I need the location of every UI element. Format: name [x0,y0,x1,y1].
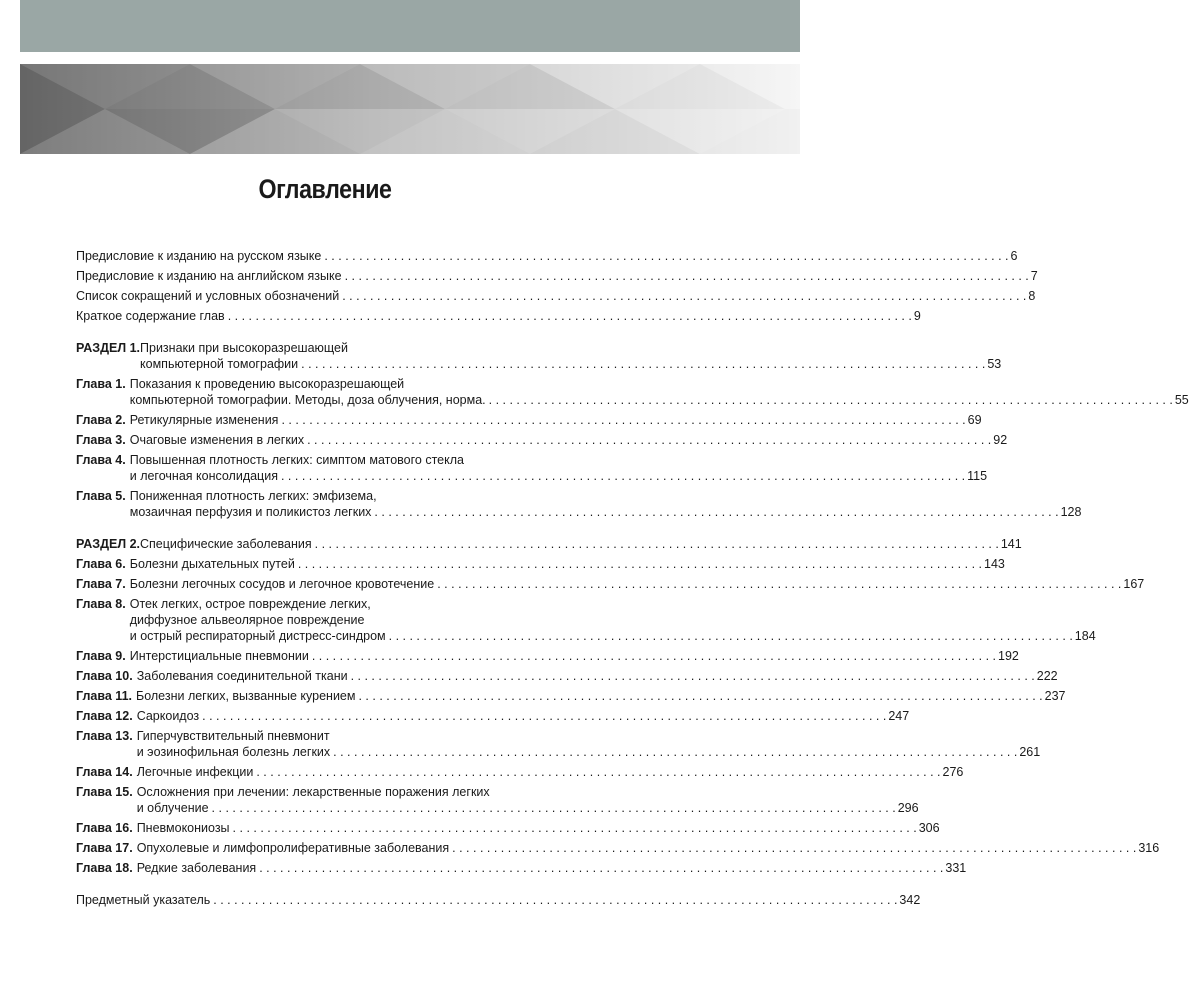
toc-entry-page: 69 [967,413,982,427]
chapter-prefix: Глава 17. [76,841,133,855]
decorative-banner [20,64,800,154]
toc-entry-label: Краткое содержание глав [76,309,225,323]
toc-chapter-12[interactable]: Глава 12. Саркоидоз . . . 247 [76,708,556,724]
section-prefix: РАЗДЕЛ 2. [76,537,141,551]
section-prefix: РАЗДЕЛ 1. [76,341,141,355]
toc-chapter-14[interactable]: Глава 14. Легочные инфекции . . . 276 [76,764,556,780]
chapter-prefix: Глава 18. [76,861,133,875]
toc-entry-page: 237 [1044,689,1066,703]
toc-entry-page: 331 [945,861,967,875]
toc-entry-page: 192 [998,649,1019,663]
toc-chapter-5[interactable]: Глава 5. Пониженная плотность легких: эмфизема, мозаичная перфузия и поликистоз легких . . . 128 [76,488,556,520]
toc-chapter-17[interactable]: Глава 17. Опухолевые и лимфопролиферативные заболевания . . . 316 [76,840,556,856]
table-of-contents [76,248,1189,912]
chapter-prefix: Глава 16. [76,821,133,835]
toc-chapter-11[interactable]: Глава 11. Болезни легких, вызванные курением . . . 237 [76,688,556,704]
header-band [20,0,800,52]
toc-entry-label: Предметный указатель [76,893,211,907]
chapter-prefix: Глава 5. [76,489,126,503]
toc-chapter-7[interactable]: Глава 7. Болезни легочных сосудов и легочное кровотечение . . . 167 [76,576,556,592]
toc-section-1[interactable] [76,340,1002,372]
toc-entry-page: 55 [1174,393,1189,407]
chapter-prefix: Глава 13. [76,729,133,743]
toc-entry-page: 342 [899,893,921,907]
toc-entry-page: 8 [1028,289,1036,303]
chapter-prefix: Глава 8. [76,597,126,611]
toc-entry-label: Предисловие к изданию на английском языке [76,269,342,283]
chapter-prefix: Глава 3. [76,433,126,447]
toc-chapter-15[interactable]: Глава 15. Осложнения при лечении: лекарственные поражения легких и облучение . . . 296 [76,784,556,816]
toc-entry-summary[interactable] [76,308,921,324]
toc-entry-page: 141 [1000,537,1022,551]
toc-chapter-16[interactable]: Глава 16. Пневмокониозы . . . 306 [76,820,556,836]
toc-chapter-9[interactable]: Глава 9. Интерстициальные пневмонии . . . 192 [76,648,556,664]
toc-section-2[interactable] [76,536,1022,552]
chapter-prefix: Глава 11. [76,689,132,703]
toc-entry-page: 261 [1019,745,1041,759]
toc-chapter-2[interactable]: Глава 2. Ретикулярные изменения . . . 69 [76,412,556,428]
toc-entry-page: 6 [1010,249,1018,263]
page-title: Оглавление [258,174,392,204]
chapter-prefix: Глава 7. [76,577,126,591]
toc-entry-page: 247 [888,709,910,723]
chapter-prefix: Глава 14. [76,765,133,779]
toc-entry-label: Предисловие к изданию на русском языке [76,249,322,263]
toc-entry-page: 184 [1074,629,1096,643]
chapter-prefix: Глава 15. [76,785,133,799]
toc-entry-page: 53 [987,357,1002,371]
toc-chapter-3[interactable]: Глава 3. Очаговые изменения в легких . . . 92 [76,432,556,448]
toc-entry-page: 115 [967,469,988,483]
chapter-prefix: Глава 9. [76,649,126,663]
chapter-prefix: Глава 10. [76,669,133,683]
toc-entry-page: 222 [1036,669,1058,683]
section-title-line: компьютерной томографии [140,357,299,371]
chapter-prefix: Глава 12. [76,709,133,723]
toc-entry-preface-russian[interactable] [76,248,1018,264]
toc-entry-abbreviations[interactable] [76,288,1036,304]
toc-entry-page: 167 [1123,577,1145,591]
toc-entry-index[interactable] [76,892,921,908]
toc-entry-page: 296 [897,801,919,815]
toc-chapter-10[interactable]: Глава 10. Заболевания соединительной ткани . . . 222 [76,668,556,684]
toc-entry-page: 128 [1060,505,1082,519]
toc-entry-label: Список сокращений и условных обозначений [76,289,340,303]
chapter-prefix: Глава 4. [76,453,126,467]
toc-entry-preface-english[interactable] [76,268,1038,284]
toc-chapter-8[interactable]: Глава 8. Отек легких, острое повреждение легких, диффузное альвеолярное повреждение и острый респираторный дистресс-синдром . . . 184 [76,596,556,644]
toc-chapter-18[interactable]: Глава 18. Редкие заболевания . . . 331 [76,860,556,876]
toc-entry-page: 7 [1030,269,1038,283]
toc-entry-page: 306 [918,821,940,835]
section-title-line: Признаки при высокоразрешающей [140,341,348,355]
chapter-prefix: Глава 2. [76,413,126,427]
triangle-pattern-graphic [20,64,800,154]
toc-entry-page: 143 [984,557,1005,571]
toc-chapter-4[interactable]: Глава 4. Повышенная плотность легких: симптом матового стекла и легочная консолидация . . . 115 [76,452,556,484]
chapter-prefix: Глава 1. [76,377,126,391]
toc-entry-page: 276 [942,765,964,779]
chapter-prefix: Глава 6. [76,557,126,571]
toc-chapter-6[interactable]: Глава 6. Болезни дыхательных путей . . . 143 [76,556,556,572]
toc-chapter-1[interactable]: Глава 1. Показания к проведению высокоразрешающей компьютерной томографии. Методы, доза облучения, норма. . . . 55 [76,376,556,408]
toc-entry-page: 92 [993,433,1008,447]
toc-chapter-13[interactable]: Глава 13. Гиперчувствительный пневмонит и эозинофильная болезнь легких . . . 261 [76,728,556,760]
section-title-line: Специфические заболевания [140,537,312,551]
toc-entry-page: 316 [1138,841,1160,855]
toc-entry-page: 9 [913,309,921,323]
